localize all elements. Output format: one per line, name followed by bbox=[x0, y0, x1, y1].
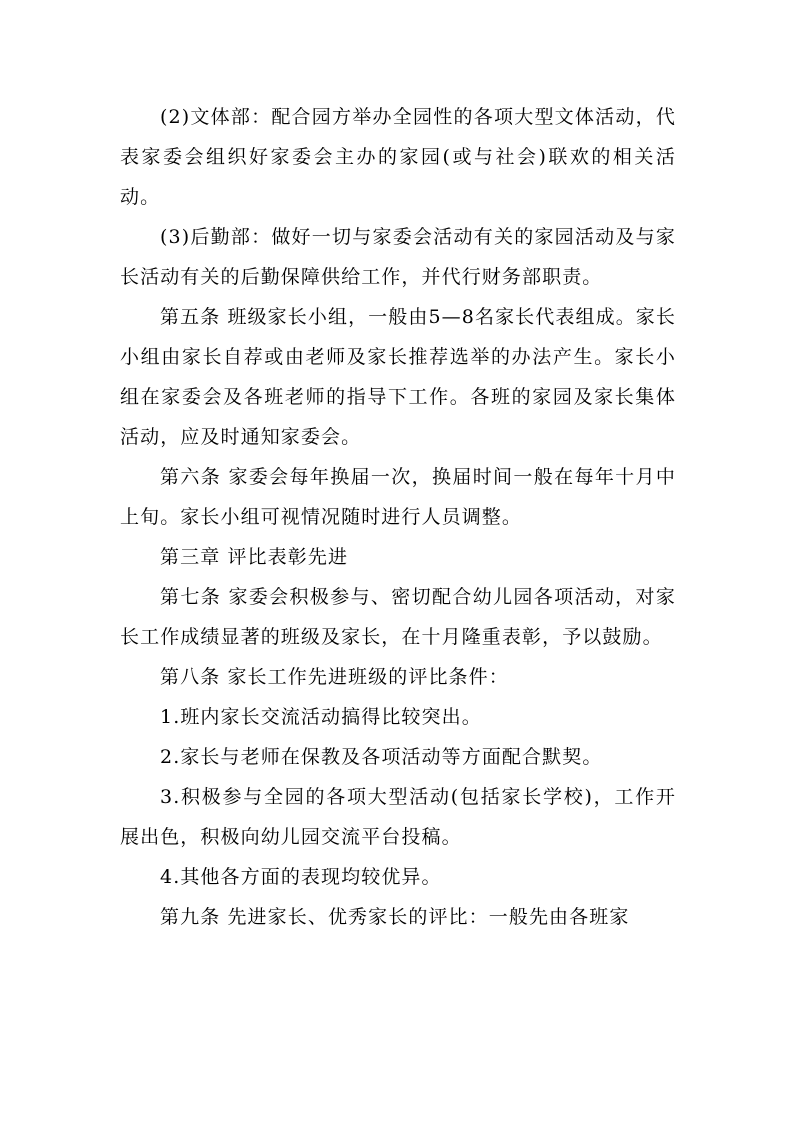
paragraph-article-7: 第七条 家委会积极参与、密切配合幼儿园各项活动，对家长工作成绩显著的班级及家长，在十月隆重表彰，予以鼓励。 bbox=[120, 586, 676, 648]
chapter-3-heading: 第三章 评比表彰先进 bbox=[160, 546, 349, 568]
list-item-2: 2.家长与老师在保教及各项活动等方面配合默契。 bbox=[160, 746, 603, 768]
list-item-4: 4.其他各方面的表现均较优异。 bbox=[160, 866, 442, 888]
paragraph-article-5: 第五条 班级家长小组，一般由5—8名家长代表组成。家长小组由家长自荐或由老师及家长推荐选举的办法产生。家长小组在家委会及各班老师的指导下工作。各班的家园及家长集体活动，应及时通知家委会。 bbox=[120, 306, 676, 448]
paragraph-article-9: 第九条 先进家长、优秀家长的评比：一般先由各班家 bbox=[160, 906, 630, 928]
document-page bbox=[120, 97, 676, 937]
paragraph-article-6: 第六条 家委会每年换届一次，换届时间一般在每年十月中上旬。家长小组可视情况随时进行人员调整。 bbox=[120, 466, 676, 528]
paragraph-culture-sports-dept: (2)文体部：配合园方举办全园性的各项大型文体活动，代表家委会组织好家委会主办的家园(或与社会)联欢的相关活动。 bbox=[120, 106, 676, 208]
paragraph-logistics-dept: (3)后勤部：做好一切与家委会活动有关的家园活动及与家长活动有关的后勤保障供给工作，并代行财务部职责。 bbox=[120, 226, 676, 288]
list-item-1: 1.班内家长交流活动搞得比较突出。 bbox=[160, 706, 482, 728]
paragraph-article-8: 第八条 家长工作先进班级的评比条件： bbox=[160, 666, 509, 688]
list-item-3: 3.积极参与全园的各项大型活动(包括家长学校)，工作开展出色，积极向幼儿园交流平台投稿。 bbox=[120, 786, 676, 848]
